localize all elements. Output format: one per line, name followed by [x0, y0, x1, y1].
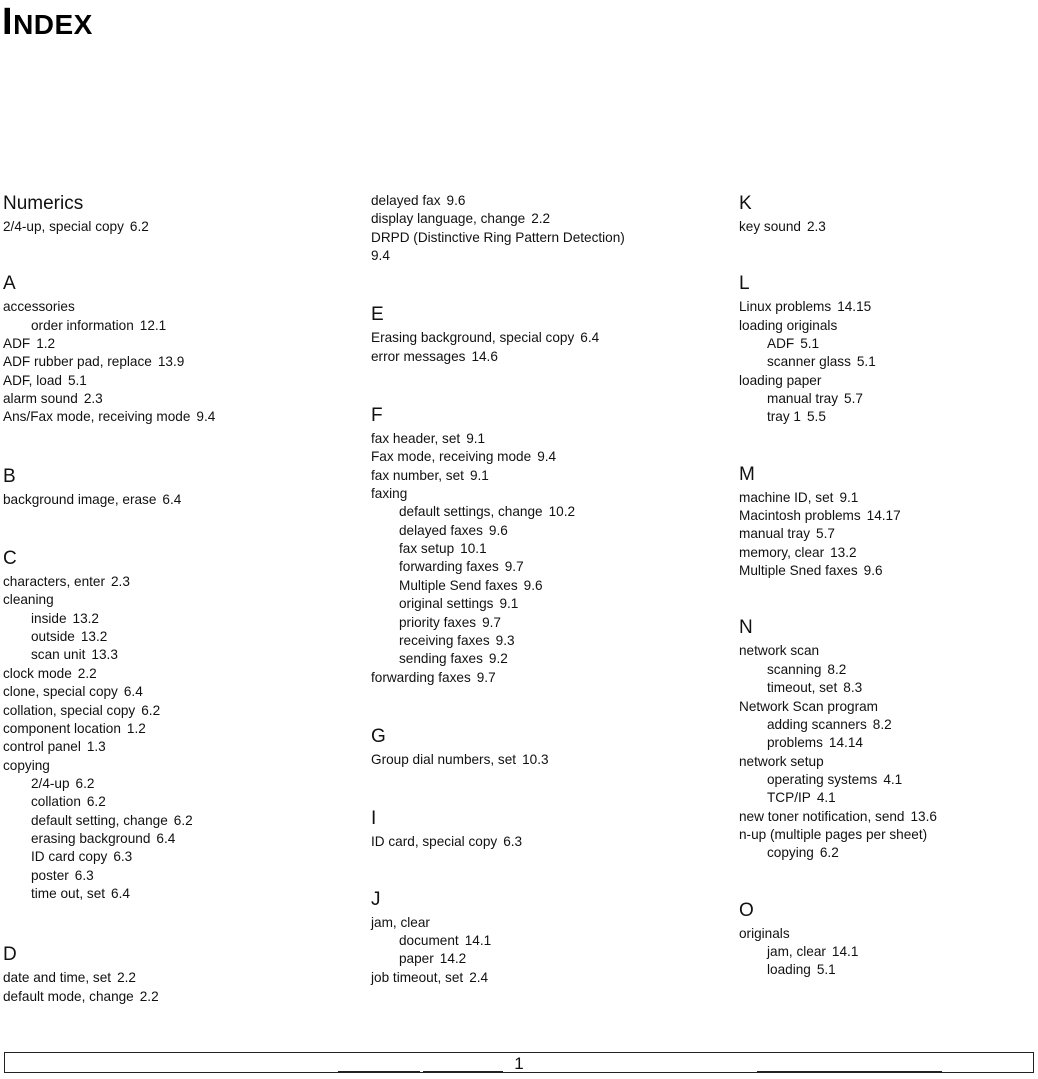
- entry-page-ref: 9.1: [466, 431, 486, 447]
- index-entry: [371, 751, 711, 769]
- index-entry: [739, 218, 1038, 236]
- entry-page-ref: 14.2: [439, 951, 467, 967]
- index-entry: [3, 738, 343, 756]
- index-subentry: [371, 950, 711, 968]
- entry-term: manual tray: [739, 526, 811, 542]
- index-entry: [371, 247, 711, 265]
- entry-term: default setting, change: [31, 812, 168, 828]
- entry-term: outside: [31, 629, 75, 645]
- entry-term: forwarding faxes: [399, 559, 499, 575]
- entry-page-ref: 6.2: [819, 845, 839, 861]
- index-entry: [371, 329, 711, 347]
- index-subentry: [3, 885, 343, 903]
- index-subentry: [739, 408, 1038, 426]
- entry-page-ref: 5.1: [816, 962, 836, 978]
- section-heading: F: [371, 405, 383, 427]
- entry-page-ref: 6.4: [580, 330, 600, 346]
- index-entry: [739, 298, 1038, 316]
- entry-page-ref: 4.1: [816, 790, 836, 806]
- entry-page-ref: 14.6: [471, 348, 498, 364]
- entry-term: characters, enter: [3, 574, 105, 590]
- index-entry: [371, 969, 711, 987]
- entry-term: ID card copy: [31, 849, 108, 865]
- entry-term: scanning: [767, 661, 822, 677]
- index-subentry: [371, 632, 711, 650]
- section-heading: G: [371, 725, 386, 747]
- index-subentry: [371, 540, 711, 558]
- index-entry: [739, 317, 1038, 335]
- entry-page-ref: 5.1: [67, 372, 87, 388]
- index-section: [739, 463, 1038, 581]
- index-section: [371, 888, 711, 987]
- entry-page-ref: 2.3: [83, 391, 103, 407]
- entry-page-ref: 6.2: [173, 812, 193, 828]
- entry-page-ref: 6.4: [111, 885, 130, 901]
- entry-term: faxing: [371, 486, 408, 502]
- entry-page-ref: 13.2: [830, 544, 857, 560]
- index-entry: [3, 372, 343, 390]
- section-heading: J: [371, 888, 381, 910]
- entry-term: default settings, change: [399, 504, 543, 520]
- entry-page-ref: 6.4: [156, 830, 176, 846]
- entry-term: manual tray: [767, 391, 839, 407]
- entry-term: forwarding faxes: [371, 669, 471, 685]
- entry-term: operating systems: [767, 771, 878, 787]
- index-subentry: [739, 390, 1038, 408]
- index-entry: [371, 669, 711, 687]
- entry-term: receiving faxes: [399, 632, 490, 648]
- section-heading: Numerics: [3, 193, 84, 214]
- entry-page-ref: 14.14: [828, 735, 863, 751]
- entry-term: Macintosh problems: [739, 508, 861, 524]
- entry-page-ref: 13.3: [91, 647, 118, 663]
- entry-page-ref: 9.4: [537, 449, 557, 465]
- entry-page-ref: 9.6: [863, 563, 883, 579]
- index-subentry: [739, 335, 1038, 353]
- entry-term: tray 1: [767, 409, 801, 425]
- index-entry: [739, 753, 1038, 771]
- index-entry: [3, 298, 343, 316]
- index-entry: [739, 826, 1038, 844]
- index-subentry: [3, 830, 343, 848]
- entry-term: machine ID, set: [739, 489, 834, 505]
- section-heading: K: [739, 193, 752, 214]
- footer-rule-left: [338, 1071, 420, 1073]
- index-entry: [739, 562, 1038, 580]
- entry-page-ref: 10.2: [548, 504, 576, 520]
- entry-term: ADF: [767, 336, 795, 352]
- index-section: [3, 943, 343, 1006]
- entry-page-ref: 2.2: [531, 211, 551, 227]
- section-heading: D: [3, 944, 17, 966]
- index-section: [371, 807, 711, 851]
- entry-page-ref: 9.4: [196, 409, 216, 425]
- section-heading: O: [739, 899, 754, 921]
- entry-term: erasing background: [31, 830, 151, 846]
- entry-page-ref: 2.4: [469, 969, 489, 985]
- index-subentry: [371, 577, 711, 595]
- entry-term: Erasing background, special copy: [371, 330, 575, 346]
- entry-term: scan unit: [31, 647, 86, 663]
- entry-term: originals: [739, 925, 790, 941]
- index-section: [739, 272, 1038, 426]
- entry-page-ref: 5.7: [816, 526, 835, 542]
- index-entry: [371, 430, 711, 448]
- section-heading: I: [371, 808, 377, 830]
- index-entry: [371, 348, 711, 366]
- entry-term: fax header, set: [371, 431, 461, 447]
- entry-term: sending faxes: [399, 651, 483, 667]
- entry-term: delayed faxes: [399, 522, 483, 538]
- page-footer: [4, 1052, 1034, 1073]
- index-entry: [371, 448, 711, 466]
- entry-page-ref: 6.4: [123, 684, 143, 700]
- entry-page-ref: 13.2: [80, 629, 108, 645]
- entry-term: default mode, change: [3, 988, 134, 1004]
- entry-term: fax number, set: [371, 467, 464, 483]
- entry-page-ref: 5.1: [800, 336, 820, 352]
- index-entry: [371, 914, 711, 932]
- entry-term: loading originals: [739, 317, 838, 333]
- entry-page-ref: 2.2: [77, 665, 97, 681]
- index-subentry: [739, 661, 1038, 679]
- index-section: [3, 192, 343, 236]
- index-entry: [3, 335, 343, 353]
- entry-page-ref: 6.2: [75, 775, 95, 791]
- entry-term: document: [399, 932, 459, 948]
- index-subentry: [739, 961, 1038, 979]
- entry-page-ref: 9.6: [488, 522, 508, 538]
- entry-term: 2/4-up: [31, 775, 70, 791]
- entry-term: 9.4: [371, 248, 390, 264]
- index-subentry: [3, 610, 343, 628]
- entry-term: loading: [767, 962, 811, 978]
- index-section: [371, 725, 711, 769]
- section-heading: N: [739, 617, 753, 639]
- entry-term: ADF, load: [3, 372, 62, 388]
- index-section: [739, 899, 1038, 980]
- entry-term: collation: [31, 794, 81, 810]
- entry-page-ref: 6.3: [74, 867, 94, 883]
- entry-page-ref: 1.2: [36, 336, 56, 352]
- index-subentry: [3, 646, 343, 664]
- index-section: [3, 465, 343, 509]
- entry-term: network setup: [739, 753, 824, 769]
- entry-term: jam, clear: [371, 914, 430, 930]
- index-subentry: [3, 848, 343, 866]
- index-subentry: [739, 789, 1038, 807]
- index-subentry: [739, 771, 1038, 789]
- entry-term: Network Scan program: [739, 698, 879, 714]
- entry-term: job timeout, set: [371, 969, 464, 985]
- entry-term: background image, erase: [3, 491, 157, 507]
- index-column-1: [3, 192, 343, 1006]
- entry-page-ref: 5.1: [856, 354, 876, 370]
- index-section: [739, 192, 1038, 236]
- entry-page-ref: 14.1: [831, 943, 859, 959]
- index-entry: [3, 218, 343, 236]
- section-heading: B: [3, 465, 16, 487]
- entry-page-ref: 6.3: [113, 849, 133, 865]
- entry-term: Fax mode, receiving mode: [371, 449, 532, 465]
- entry-page-ref: 12.1: [139, 317, 167, 333]
- index-entry: [3, 702, 343, 720]
- entry-term: jam, clear: [767, 943, 826, 959]
- index-subentry: [3, 628, 343, 646]
- entry-page-ref: 5.5: [807, 409, 826, 425]
- section-heading: C: [3, 548, 17, 570]
- index-subentry: [739, 943, 1038, 961]
- entry-page-ref: 13.2: [72, 610, 99, 626]
- entry-page-ref: 14.1: [464, 932, 492, 948]
- index-entry: [739, 372, 1038, 390]
- entry-page-ref: 10.1: [460, 541, 487, 557]
- footer-rule-mid: [423, 1071, 503, 1073]
- entry-term: display language, change: [371, 211, 526, 227]
- entry-term: network scan: [739, 643, 820, 659]
- index-section: [371, 192, 711, 265]
- index-subentry: [371, 650, 711, 668]
- index-entry: [3, 683, 343, 701]
- entry-term: DRPD (Distinctive Ring Pattern Detection): [371, 229, 625, 245]
- index-entry: [371, 833, 711, 851]
- index-subentry: [739, 716, 1038, 734]
- index-entry: [3, 573, 343, 591]
- entry-page-ref: 4.1: [883, 771, 903, 787]
- footer-rule-right: [757, 1071, 942, 1073]
- entry-term: Multiple Send faxes: [399, 577, 518, 593]
- index-subentry: [739, 734, 1038, 752]
- entry-term: collation, special copy: [3, 702, 136, 718]
- entry-page-ref: 9.6: [446, 193, 466, 208]
- entry-term: control panel: [3, 739, 81, 755]
- entry-term: ADF rubber pad, replace: [3, 354, 152, 370]
- entry-term: ID card, special copy: [371, 834, 498, 850]
- entry-term: time out, set: [31, 885, 106, 901]
- entry-term: n-up (multiple pages per sheet): [739, 826, 928, 842]
- index-entry: [739, 489, 1038, 507]
- index-subentry: [739, 353, 1038, 371]
- index-subentry: [739, 844, 1038, 862]
- index-section: [3, 272, 343, 426]
- entry-term: order information: [31, 317, 134, 333]
- index-entry: [3, 665, 343, 683]
- index-subentry: [371, 932, 711, 950]
- index-entry: [371, 229, 711, 247]
- entry-page-ref: 2.2: [139, 988, 159, 1004]
- index-entry: [371, 467, 711, 485]
- index-subentry: [3, 317, 343, 335]
- entry-page-ref: 8.2: [827, 661, 847, 677]
- index-subentry: [3, 775, 343, 793]
- section-heading: E: [371, 304, 384, 326]
- index-column-2: [371, 192, 711, 987]
- entry-page-ref: 14.15: [837, 299, 872, 315]
- index-subentry: [371, 614, 711, 632]
- entry-page-ref: 10.3: [522, 751, 549, 767]
- entry-page-ref: 6.2: [141, 702, 161, 718]
- entry-page-ref: 9.1: [839, 489, 859, 505]
- index-subentry: [739, 679, 1038, 697]
- index-entry: [3, 390, 343, 408]
- index-subentry: [3, 793, 343, 811]
- entry-page-ref: 14.17: [866, 508, 901, 524]
- entry-page-ref: 6.4: [162, 491, 182, 507]
- entry-term: 2/4-up, special copy: [3, 219, 124, 234]
- entry-page-ref: 2.3: [806, 219, 826, 234]
- index-entry: [739, 507, 1038, 525]
- index-entry: [3, 491, 343, 509]
- entry-term: clone, special copy: [3, 684, 118, 700]
- entry-term: Ans/Fax mode, receiving mode: [3, 409, 191, 425]
- entry-term: TCP/IP: [767, 790, 811, 806]
- entry-page-ref: 2.3: [111, 574, 130, 590]
- entry-term: poster: [31, 867, 69, 883]
- entry-term: timeout, set: [767, 680, 838, 696]
- entry-term: copying: [3, 757, 50, 773]
- index-entry: [3, 757, 343, 775]
- section-heading: A: [3, 273, 16, 295]
- index-subentry: [371, 558, 711, 576]
- entry-term: error messages: [371, 348, 466, 364]
- entry-page-ref: 1.3: [86, 739, 106, 755]
- entry-term: priority faxes: [399, 614, 477, 630]
- entry-term: adding scanners: [767, 716, 867, 732]
- entry-term: inside: [31, 610, 67, 626]
- entry-page-ref: 9.6: [523, 577, 543, 593]
- page-number: 1: [514, 1054, 524, 1073]
- entry-term: delayed fax: [371, 193, 441, 208]
- index-subentry: [371, 595, 711, 613]
- entry-term: copying: [767, 845, 814, 861]
- entry-term: cleaning: [3, 592, 54, 608]
- page-title: [2, 0, 93, 47]
- index-entry: [3, 591, 343, 609]
- entry-term: alarm sound: [3, 391, 78, 407]
- entry-page-ref: 8.3: [843, 680, 863, 696]
- index-section: [371, 404, 711, 687]
- index-section: [739, 616, 1038, 862]
- entry-page-ref: 8.2: [872, 716, 892, 732]
- index-entry: [739, 925, 1038, 943]
- index-section: [371, 303, 711, 366]
- index-entry: [739, 525, 1038, 543]
- entry-term: component location: [3, 720, 121, 736]
- entry-term: paper: [399, 951, 434, 967]
- entry-term: Group dial numbers, set: [371, 751, 517, 767]
- index-entry: [739, 544, 1038, 562]
- index-entry: [3, 353, 343, 371]
- entry-term: memory, clear: [739, 544, 825, 560]
- section-heading: M: [739, 463, 755, 485]
- index-subentry: [3, 867, 343, 885]
- index-column-3: [739, 192, 1038, 980]
- index-subentry: [371, 522, 711, 540]
- index-section: [3, 547, 343, 903]
- entry-term: new toner notification, send: [739, 808, 905, 824]
- entry-term: accessories: [3, 299, 75, 315]
- entry-page-ref: 13.6: [910, 808, 937, 824]
- entry-term: ADF: [3, 336, 31, 352]
- index-entry: [3, 969, 343, 987]
- index-entry: [371, 485, 711, 503]
- entry-term: Linux problems: [739, 299, 832, 315]
- entry-page-ref: 9.3: [495, 632, 515, 648]
- entry-page-ref: 9.1: [499, 596, 519, 612]
- entry-term: fax setup: [399, 541, 455, 557]
- entry-term: scanner glass: [767, 354, 851, 370]
- entry-page-ref: 9.7: [476, 669, 496, 685]
- index-entry: [371, 210, 711, 228]
- entry-term: clock mode: [3, 665, 72, 681]
- entry-page-ref: 2.2: [117, 970, 136, 986]
- entry-page-ref: 6.3: [503, 834, 523, 850]
- index-entry: [3, 988, 343, 1006]
- entry-page-ref: 9.1: [469, 467, 489, 483]
- entry-page-ref: 1.2: [126, 720, 146, 736]
- index-entry: [739, 698, 1038, 716]
- entry-term: key sound: [739, 219, 801, 234]
- index-entry: [739, 642, 1038, 660]
- entry-page-ref: 6.2: [86, 794, 106, 810]
- section-heading: L: [739, 273, 750, 295]
- entry-page-ref: 13.9: [157, 354, 185, 370]
- entry-term: loading paper: [739, 372, 822, 388]
- index-entry: [3, 720, 343, 738]
- index-entry: [371, 192, 711, 210]
- index-entry: [739, 808, 1038, 826]
- entry-page-ref: 6.2: [129, 219, 149, 234]
- entry-page-ref: 9.7: [482, 614, 501, 630]
- entry-page-ref: 9.7: [504, 559, 524, 575]
- entry-page-ref: 9.2: [488, 651, 508, 667]
- entry-term: Multiple Sned faxes: [739, 563, 858, 579]
- page-title-rest: NDEX: [13, 9, 93, 40]
- index-entry: [3, 408, 343, 426]
- entry-term: date and time, set: [3, 970, 112, 986]
- entry-term: original settings: [399, 596, 494, 612]
- page-title-initial: I: [2, 1, 14, 43]
- entry-term: problems: [767, 735, 823, 751]
- index-subentry: [371, 503, 711, 521]
- entry-page-ref: 5.7: [844, 391, 863, 407]
- index-subentry: [3, 812, 343, 830]
